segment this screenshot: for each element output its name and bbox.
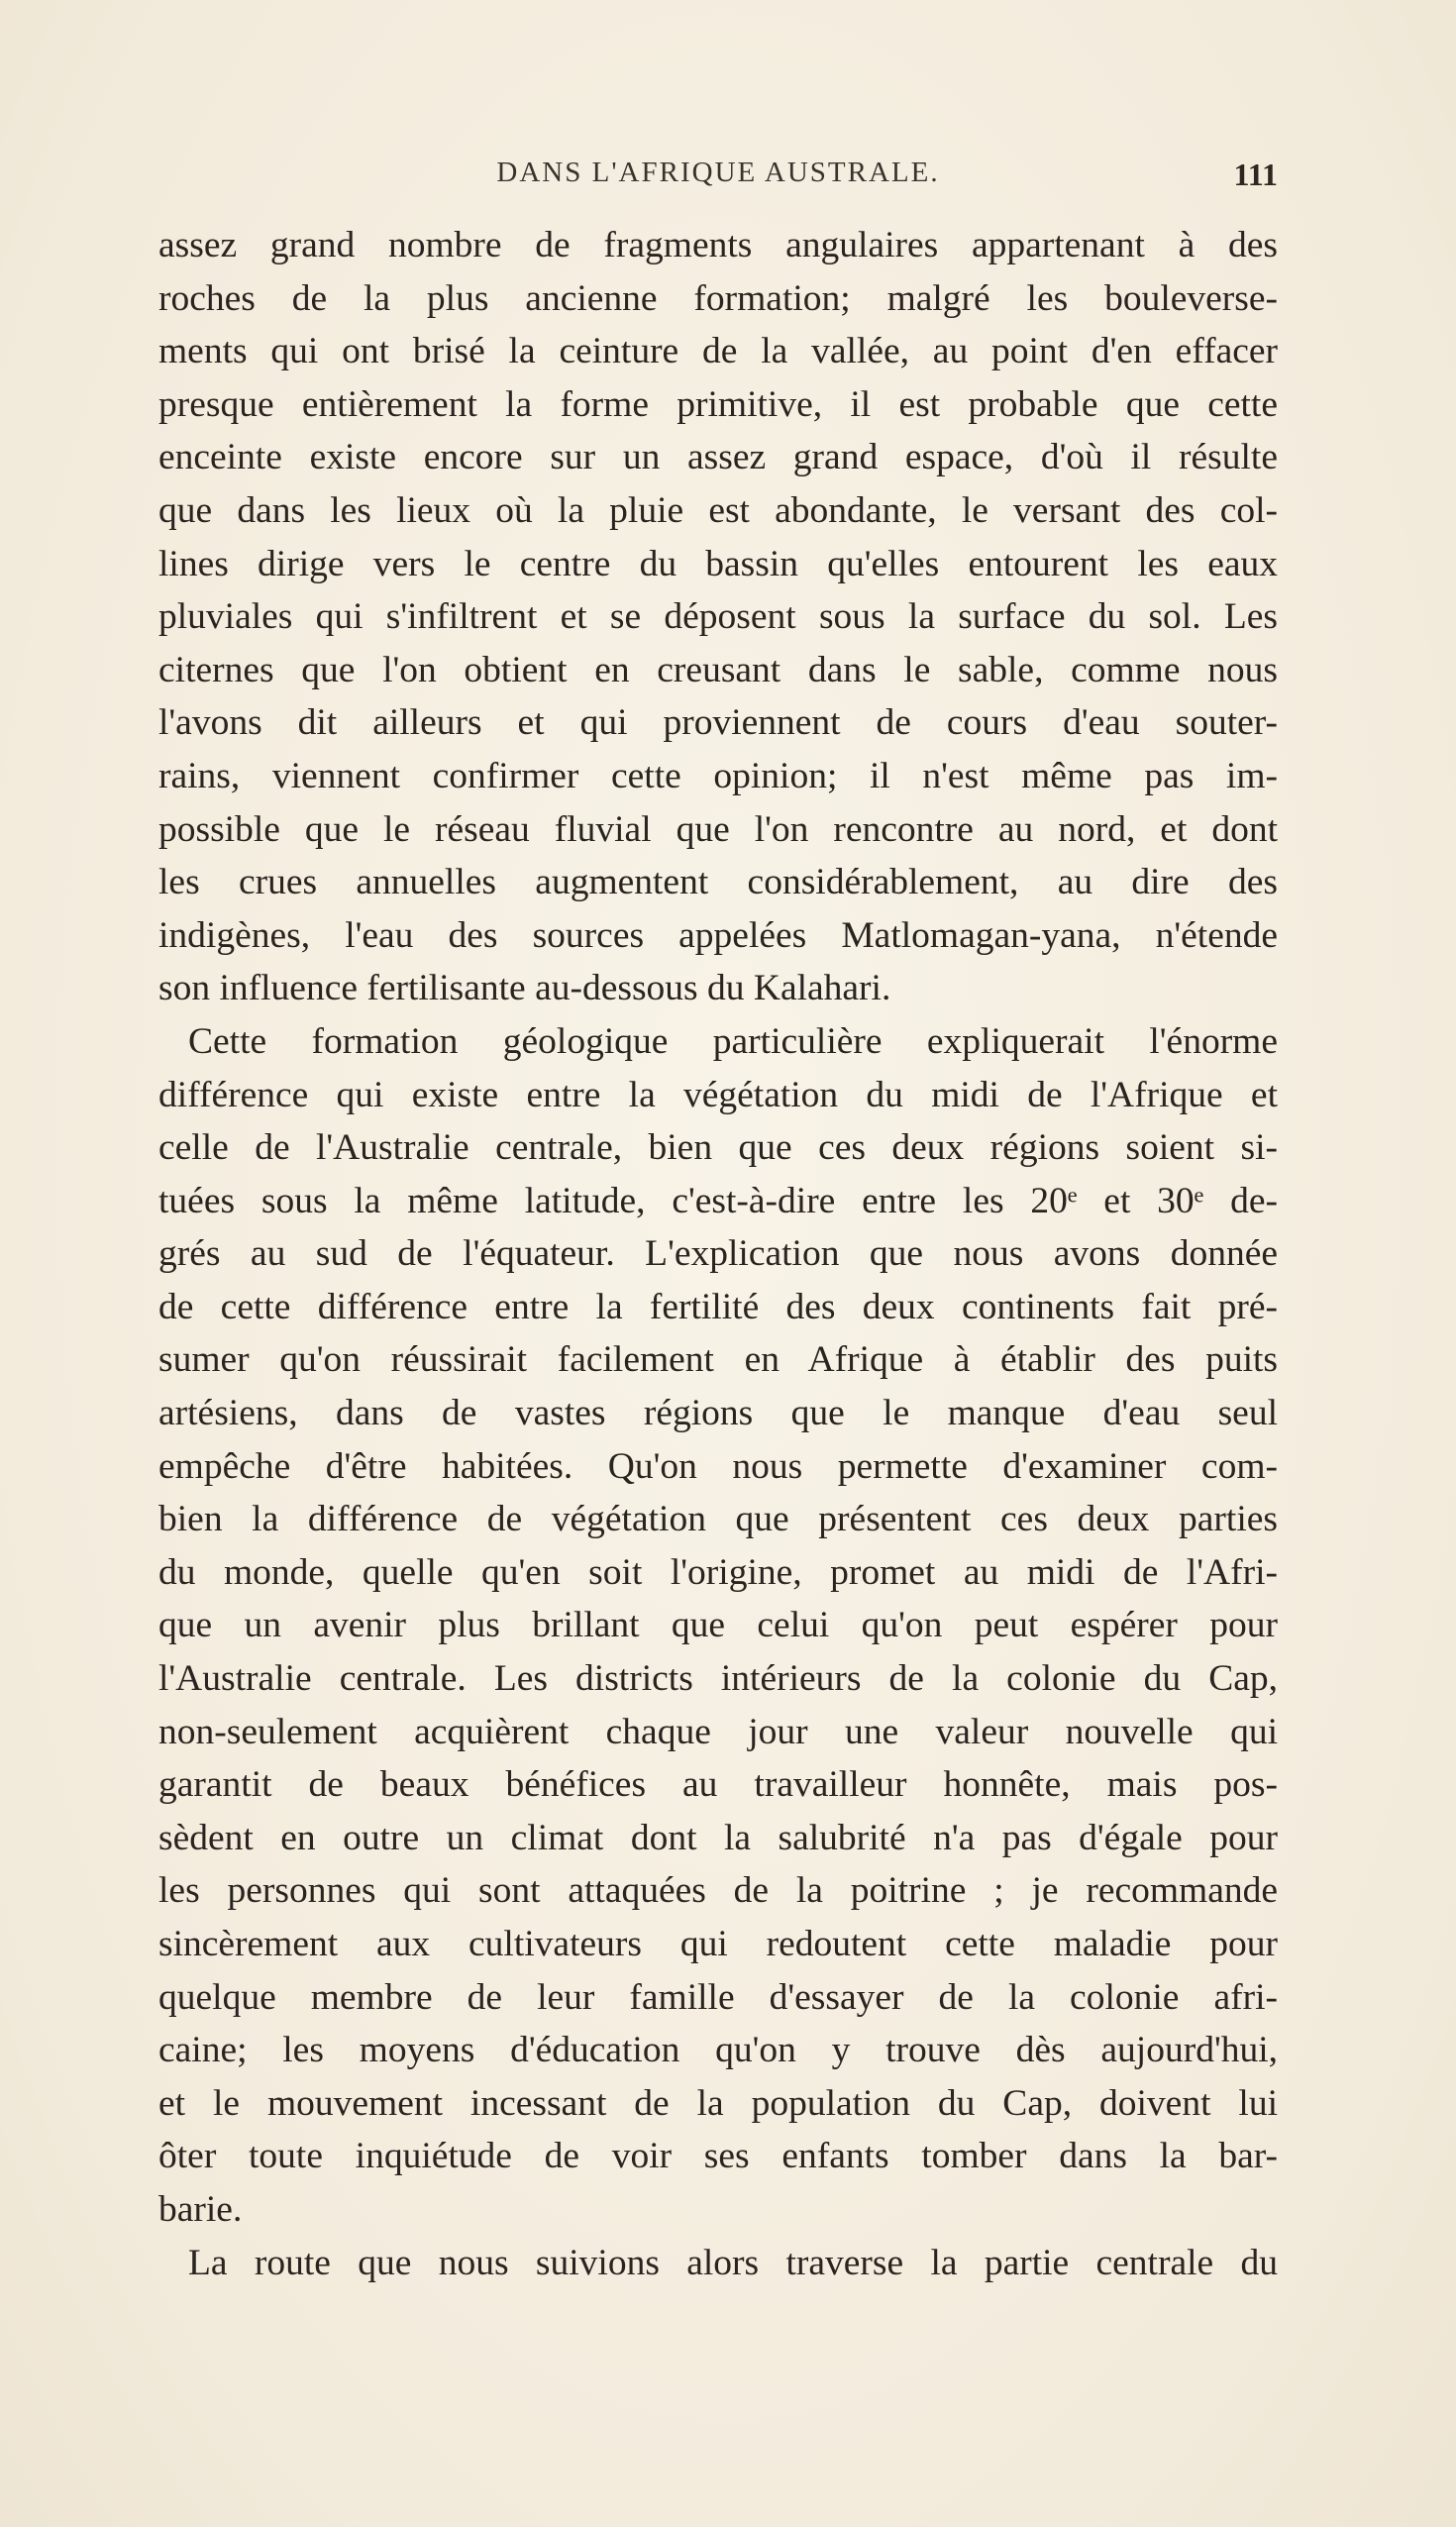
text-line: bien la différence de végétation que présentent ces deux parties (158, 1499, 1278, 1540)
page-number: 111 (1233, 157, 1278, 192)
text-line: l'avons dit ailleurs et qui proviennent de cours d'eau souter- (158, 702, 1278, 744)
text-line: que dans les lieux où la pluie est abondante, le versant des col- (158, 489, 1278, 531)
text-line: barie. (158, 2188, 243, 2230)
text-line: citernes que l'on obtient en creusant dans le sable, comme nous (158, 649, 1278, 690)
body-text (158, 219, 1278, 2289)
text-line: ôter toute inquiétude de voir ses enfants tomber dans la bar- (158, 2136, 1278, 2177)
text-line: non-seulement acquièrent chaque jour une valeur nouvelle qui (158, 1711, 1278, 1752)
text-line: tuées sous la même latitude, c'est-à-dire entre les 20ᵉ et 30ᵉ de- (158, 1180, 1278, 1221)
text-line: que un avenir plus brillant que celui qu'on peut espérer pour (158, 1605, 1278, 1646)
text-line: ments qui ont brisé la ceinture de la vallée, au point d'en effacer (158, 331, 1278, 372)
text-line: possible que le réseau fluvial que l'on rencontre au nord, et dont (158, 808, 1278, 850)
text-line: presque entièrement la forme primitive, il est probable que cette (158, 383, 1278, 425)
text-line: de cette différence entre la fertilité des deux continents fait pré- (158, 1286, 1278, 1327)
text-line: empêche d'être habitées. Qu'on nous permette d'examiner com- (158, 1445, 1278, 1487)
text-line: rains, viennent confirmer cette opinion; il n'est même pas im- (158, 755, 1278, 796)
text-line: indigènes, l'eau des sources appelées Matlomagan-yana, n'étende (158, 914, 1278, 956)
text-line: lines dirige vers le centre du bassin qu'elles entourent les eaux (158, 543, 1278, 584)
running-head (158, 157, 1278, 196)
text-line: enceinte existe encore sur un assez grand espace, d'où il résulte (158, 437, 1278, 478)
text-line: assez grand nombre de fragments angulaires appartenant à des (158, 225, 1278, 265)
text-line: garantit de beaux bénéfices au travailleur honnête, mais pos- (158, 1764, 1278, 1806)
running-title: DANS L'AFRIQUE AUSTRALE. (496, 157, 940, 188)
text-line: et le mouvement incessant de la population du Cap, doivent lui (158, 2082, 1278, 2124)
paragraph-start-line: La route que nous suivions alors traverse la partie centrale du (188, 2242, 1278, 2283)
text-line: pluviales qui s'infiltrent et se déposent sous la surface du sol. Les (158, 596, 1278, 638)
text-line: grés au sud de l'équateur. L'explication que nous avons donnée (158, 1233, 1278, 1275)
text-line: les crues annuelles augmentent considérablement, au dire des (158, 862, 1278, 903)
text-line: du monde, quelle qu'en soit l'origine, promet au midi de l'Afri- (158, 1551, 1278, 1593)
text-line: sèdent en outre un climat dont la salubrité n'a pas d'égale pour (158, 1817, 1278, 1858)
text-line: roches de la plus ancienne formation; malgré les bouleverse- (158, 277, 1278, 319)
text-line: sincèrement aux cultivateurs qui redoutent cette maladie pour (158, 1924, 1278, 1964)
text-line: quelque membre de leur famille d'essayer de la colonie afri- (158, 1976, 1278, 2018)
paragraph-start-line: Cette formation géologique particulière expliquerait l'énorme (188, 1020, 1278, 1062)
text-line: artésiens, dans de vastes régions que le manque d'eau seul (158, 1393, 1278, 1434)
text-line: son influence fertilisante au-dessous du Kalahari. (158, 968, 891, 1009)
text-line: caine; les moyens d'éducation qu'on y trouve dès aujourd'hui, (158, 2030, 1278, 2071)
text-line: les personnes qui sont attaquées de la poitrine ; je recommande (158, 1870, 1278, 1912)
text-line: sumer qu'on réussirait facilement en Afrique à établir des puits (158, 1339, 1278, 1381)
text-line: celle de l'Australie centrale, bien que ces deux régions soient si- (158, 1127, 1278, 1169)
text-line: l'Australie centrale. Les districts intérieurs de la colonie du Cap, (158, 1658, 1278, 1700)
text-line: différence qui existe entre la végétation du midi de l'Afrique et (158, 1074, 1278, 1115)
